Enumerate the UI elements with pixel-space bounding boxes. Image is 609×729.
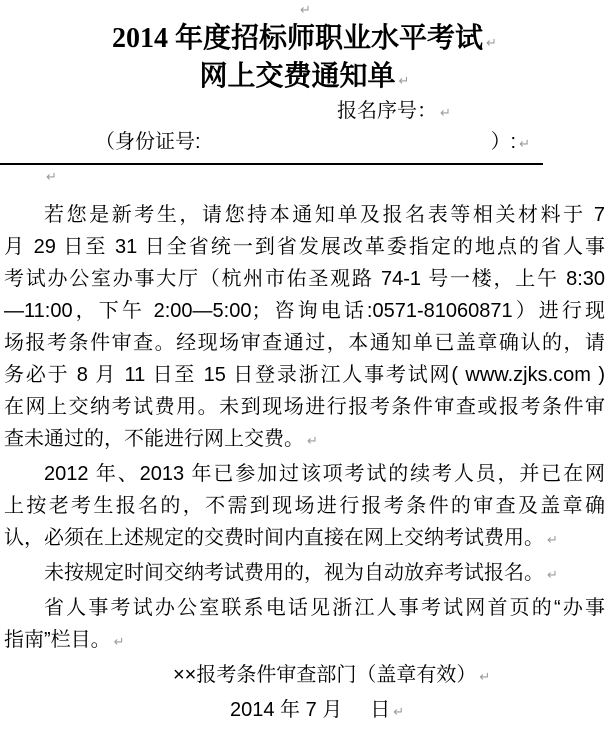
body-line-text: 未按规定时间交纳考试费用的，视为自动放弃考试报名。: [44, 562, 544, 584]
paragraph-mark-icon: ↵: [479, 670, 491, 685]
body-line-text: 指南”栏目。: [4, 629, 111, 651]
paragraph-mark-icon: ↵: [486, 36, 497, 51]
body-line: [4, 423, 605, 458]
paragraph-mark-icon: ↵: [113, 635, 125, 650]
body-line: 在网上交纳考试费用。未到现场进行报考条件审查或报考条件审: [4, 396, 605, 418]
id-number-label-close: ）:: [490, 131, 517, 153]
title-text-line1: 2014 年度招标师职业水平考试: [112, 23, 484, 54]
body-line: 上按老考生报名的，不需到现场进行报考条件的审查及盖章确: [4, 495, 605, 517]
document-title-line1: [0, 22, 609, 60]
body-line: 2012 年、2013 年已参加过该项考试的续考人员，并已在网: [44, 463, 605, 485]
date-suffix: 日: [370, 699, 391, 721]
paragraph-2: [4, 458, 605, 557]
paragraph-mark-icon: ↵: [393, 705, 405, 720]
paragraph-mark-icon: ↵: [398, 74, 410, 89]
id-number-line: [0, 127, 609, 160]
body-line-text: 查未通过的，不能进行网上交费。: [4, 428, 304, 450]
paragraph-mark-icon: ↵: [46, 170, 57, 185]
paragraph-1: [4, 199, 605, 458]
body-line-text: 认，必须在上述规定的交费时间内直接在网上交纳考试费用。: [4, 527, 544, 549]
document-title-line2: [0, 60, 609, 98]
date-prefix: 2014 年 7 月: [230, 699, 343, 721]
paragraph-mark-icon: ↵: [440, 106, 451, 121]
body-line: [4, 624, 605, 659]
id-number-label-open: （身份证号:: [95, 131, 201, 153]
document-body: [0, 199, 609, 729]
body-line: 务必于 8 月 11 日至 15 日登录浙江人事考试网( www.zjks.com ): [4, 364, 605, 386]
registration-number-label: 报名序号：: [337, 100, 437, 122]
paragraph-mark-icon: ↵: [547, 568, 558, 583]
paragraph-mark-icon: ↵: [307, 434, 318, 449]
signature-line: [4, 659, 605, 694]
body-line: —11:00，下午 2:00—5:00；咨询电话:0571-81060871）进行现: [4, 300, 605, 322]
paragraph-4: [4, 592, 605, 659]
top-paragraph-mark-row: [0, 0, 609, 22]
paragraph-mark-icon: ↵: [300, 3, 311, 18]
body-line: [4, 522, 605, 557]
paragraph-mark-icon: ↵: [547, 533, 558, 548]
body-line: 省人事考试办公室联系电话见浙江人事考试网首页的“办事: [44, 597, 605, 619]
date-line: [4, 694, 605, 729]
body-line: 考试办公室办事大厅（杭州市佑圣观路 74-1 号一楼，上午 8:30: [4, 268, 605, 290]
divider-paragraph-mark-row: [0, 165, 609, 191]
paragraph-mark-icon: ↵: [519, 137, 531, 152]
body-line: [4, 557, 605, 592]
paragraph-3: [4, 557, 605, 592]
title-text-line2: 网上交费通知单: [199, 61, 396, 92]
signature-department: ××报考条件审查部门（盖章有效）: [173, 664, 477, 686]
body-line: 若您是新考生，请您持本通知单及报名表等相关材料于 7: [44, 204, 605, 226]
body-line: 月 29 日至 31 日全省统一到省发展改革委指定的地点的省人事: [4, 236, 605, 258]
body-line: 场报考条件审查。经现场审查通过，本通知单已盖章确认的，请: [4, 332, 605, 354]
registration-number-line: [0, 98, 609, 127]
